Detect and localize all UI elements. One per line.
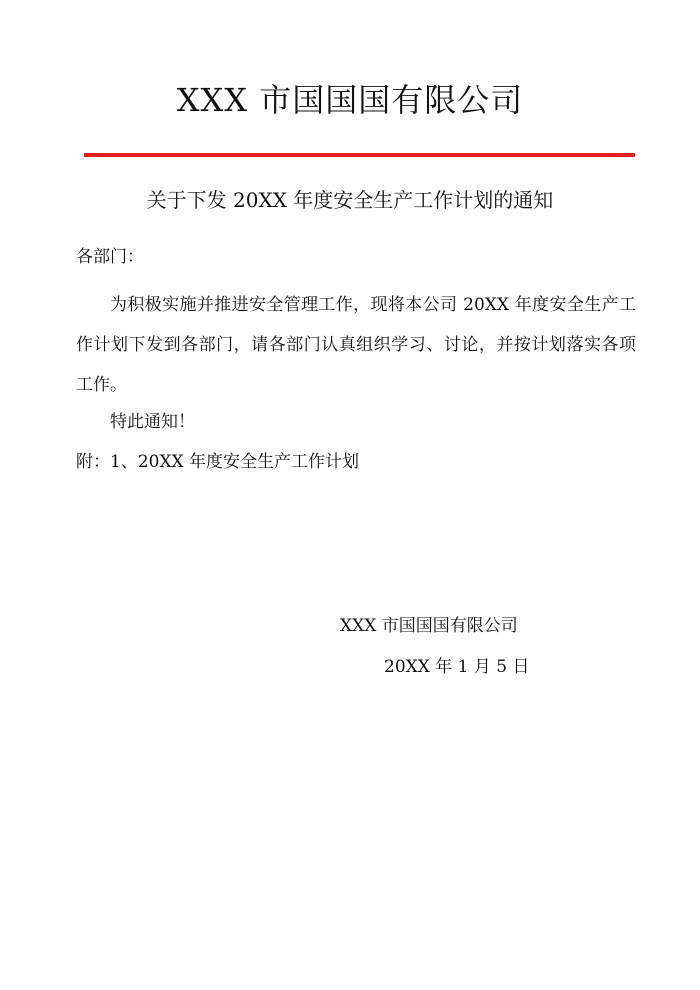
attachment-line: 附：1、20XX 年度安全生产工作计划 [76, 452, 360, 472]
signature-company: XXX 市国国国有限公司 [340, 616, 518, 636]
closing-line: 特此通知！ [110, 412, 195, 432]
salutation: 各部门： [76, 247, 144, 267]
signature-date: 20XX 年 1 月 5 日 [384, 657, 530, 677]
red-header-rule [84, 153, 635, 157]
body-paragraph: 为积极实施并推进安全管理工作，现将本公司 20XX 年度安全生产工作计划下发到各部门，请各部门认真组织学习、讨论，并按计划落实各项工作。 [76, 295, 636, 395]
notice-title: 关于下发 20XX 年度安全生产工作计划的通知 [146, 188, 554, 212]
company-header: XXX 市国国国有限公司 [176, 81, 524, 119]
